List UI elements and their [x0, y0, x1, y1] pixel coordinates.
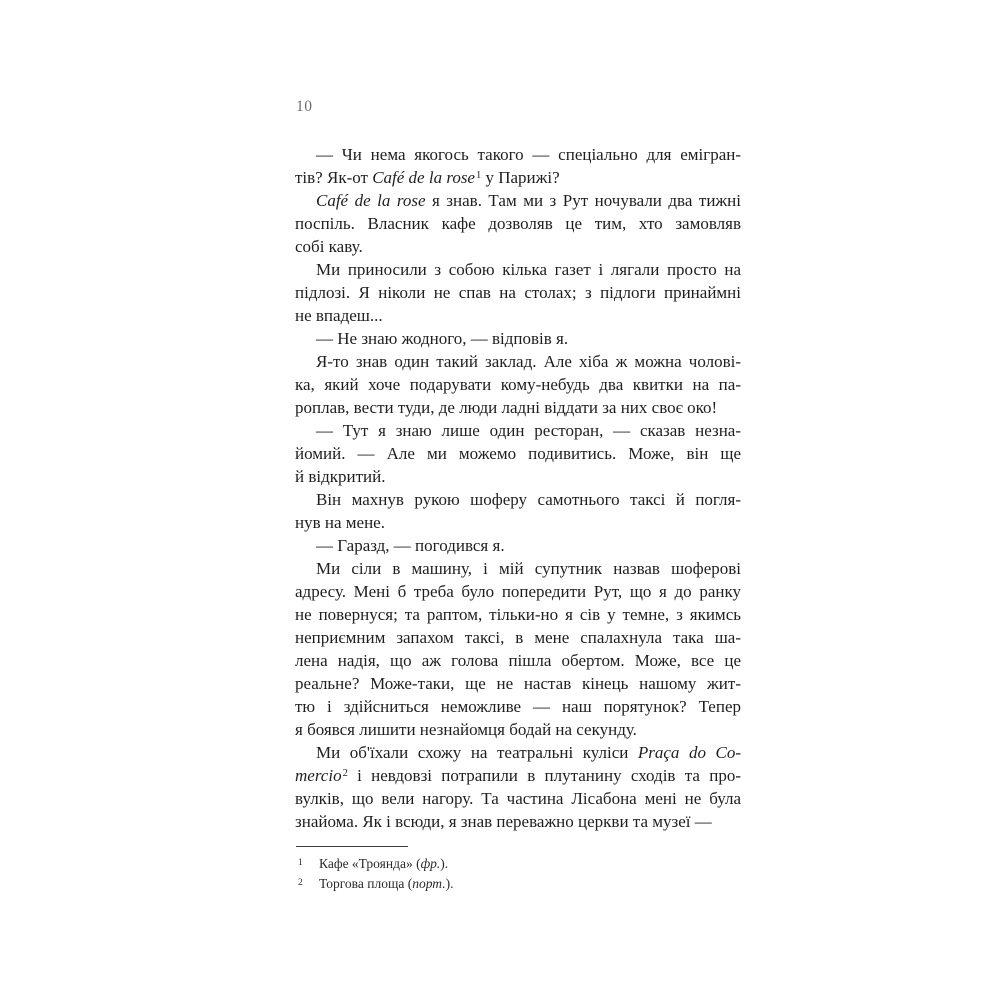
paragraph: [295, 557, 741, 741]
paragraph: [295, 143, 741, 189]
text-line: [295, 166, 741, 189]
text-line: [295, 718, 741, 741]
text-line: [295, 212, 741, 235]
text-run: й відкритий.: [295, 467, 386, 486]
text-run: знайома. Як і всюди, я знав переважно церкви та музеї —: [295, 812, 712, 831]
text-line: [295, 511, 741, 534]
text-run: Café de la rose: [372, 168, 475, 187]
text-line: [295, 649, 741, 672]
footnotes: [295, 846, 741, 893]
text-run: нув на мене.: [295, 513, 385, 532]
footnote-marker: 2: [298, 877, 303, 888]
text-run: Ми приносили з собою кілька газет і лягали просто на: [316, 260, 741, 279]
page-number: 10: [296, 98, 313, 115]
text-run: Café de la rose: [316, 191, 426, 210]
text-line: [295, 442, 741, 465]
text-line: [295, 258, 741, 281]
text-run: реальне? Може-таки, ще не настав кінець нашому жит-: [295, 674, 741, 693]
text-line: [295, 419, 741, 442]
text-line: [295, 534, 741, 557]
paragraph: [295, 327, 741, 350]
text-run: — Чи нема якогось такого — спеціально для емігран-: [316, 145, 741, 164]
text-run: я знав. Там ми з Рут ночували два тижні: [425, 191, 741, 210]
text-run: адресу. Мені б треба було попередити Рут, що я до ранку: [295, 582, 741, 601]
text-line: [295, 603, 741, 626]
footnote-item: [295, 874, 741, 894]
footnote-item: [295, 854, 741, 874]
text-run: ).: [445, 875, 454, 891]
text-line: [295, 396, 741, 419]
text-run: лена надія, що аж голова пішла обертом. Може, все це: [295, 651, 741, 670]
text-line: [295, 189, 741, 212]
text-line: [295, 764, 741, 787]
paragraph: [295, 350, 741, 419]
text-run: Я-то знав один такий заклад. Але хіба ж можна чолові-: [316, 352, 741, 371]
text-line: [295, 741, 741, 764]
text-run: поспіль. Власник кафе дозволяв це тим, хто замовляв: [295, 214, 741, 233]
text-run: — Тут я знаю лише один ресторан, — сказав незна-: [316, 421, 741, 440]
text-line: [295, 465, 741, 488]
paragraph: [295, 258, 741, 327]
footnote-separator: [296, 846, 408, 847]
text-run: Ми сіли в машину, і мій супутник назвав шоферові: [316, 559, 741, 578]
text-run: неприємним запахом таксі, в мене спалахнула така ша-: [295, 628, 741, 647]
text-run: Praça do Co-: [637, 743, 741, 762]
text-line: [295, 304, 741, 327]
text-run: ка, який хоче подарувати кому-небудь два квитки на па-: [295, 375, 741, 394]
paragraph: [295, 189, 741, 258]
paragraph: [295, 741, 741, 833]
text-run: фр.: [420, 856, 441, 871]
text-line: [295, 626, 741, 649]
text-run: Він махнув рукою шоферу самотнього таксі й погля-: [316, 490, 741, 509]
footnote-list: [295, 854, 741, 893]
text-run: порт.: [412, 875, 446, 891]
text-line: [295, 557, 741, 580]
text-run: mercio: [295, 766, 342, 785]
text-run: — Гаразд, — погодився я.: [316, 536, 505, 555]
text-line: [295, 787, 741, 810]
footnote-reference: 2: [342, 768, 348, 779]
text-run: не впадеш...: [295, 306, 383, 325]
text-run: собі каву.: [295, 237, 363, 256]
text-line: [295, 327, 741, 350]
paragraph: [295, 534, 741, 557]
body-text: [295, 143, 741, 833]
text-line: [295, 695, 741, 718]
text-line: [295, 488, 741, 511]
text-run: і невдовзі потрапили в плутанину сходів та про-: [347, 766, 741, 785]
text-line: [295, 373, 741, 396]
text-column: [295, 99, 741, 893]
text-run: у Парижі?: [481, 168, 560, 187]
text-run: вулків, що вели нагору. Та частина Лісабона мені не була: [295, 789, 741, 808]
paragraph: [295, 488, 741, 534]
text-line: [295, 350, 741, 373]
text-run: Торгова площа (: [319, 875, 413, 891]
text-run: я боявся лишити незнайомця бодай на секунду.: [295, 720, 637, 739]
text-line: [295, 580, 741, 603]
paragraph: [295, 419, 741, 488]
footnote-marker: 1: [298, 858, 303, 868]
text-run: йомий. — Але ми можемо подивитись. Може, він ще: [295, 444, 741, 463]
text-run: — Не знаю жодного, — відповів я.: [316, 329, 569, 348]
text-line: [295, 281, 741, 304]
text-run: Кафе «Троянда» (: [319, 856, 421, 871]
text-line: [295, 143, 741, 166]
text-run: підлозі. Я ніколи не спав на столах; з підлоги принаймні: [295, 283, 741, 302]
text-run: ).: [440, 856, 449, 871]
text-line: [295, 235, 741, 258]
footnote-text: [319, 854, 741, 874]
text-run: тів? Як-от: [295, 168, 373, 187]
footnote-text: [319, 874, 741, 894]
text-run: Ми об'їхали схожу на театральні куліси: [316, 743, 638, 762]
text-line: [295, 810, 741, 833]
text-run: не повернуся; та раптом, тільки-но я сів у темне, з якимсь: [295, 605, 741, 624]
text-run: роплав, вести туди, де люди ладні віддати за них своє око!: [295, 398, 718, 417]
text-line: [295, 672, 741, 695]
text-run: тю і здійсниться неможливе — наш порятунок? Тепер: [295, 697, 741, 716]
footnote-reference: 1: [475, 170, 482, 181]
